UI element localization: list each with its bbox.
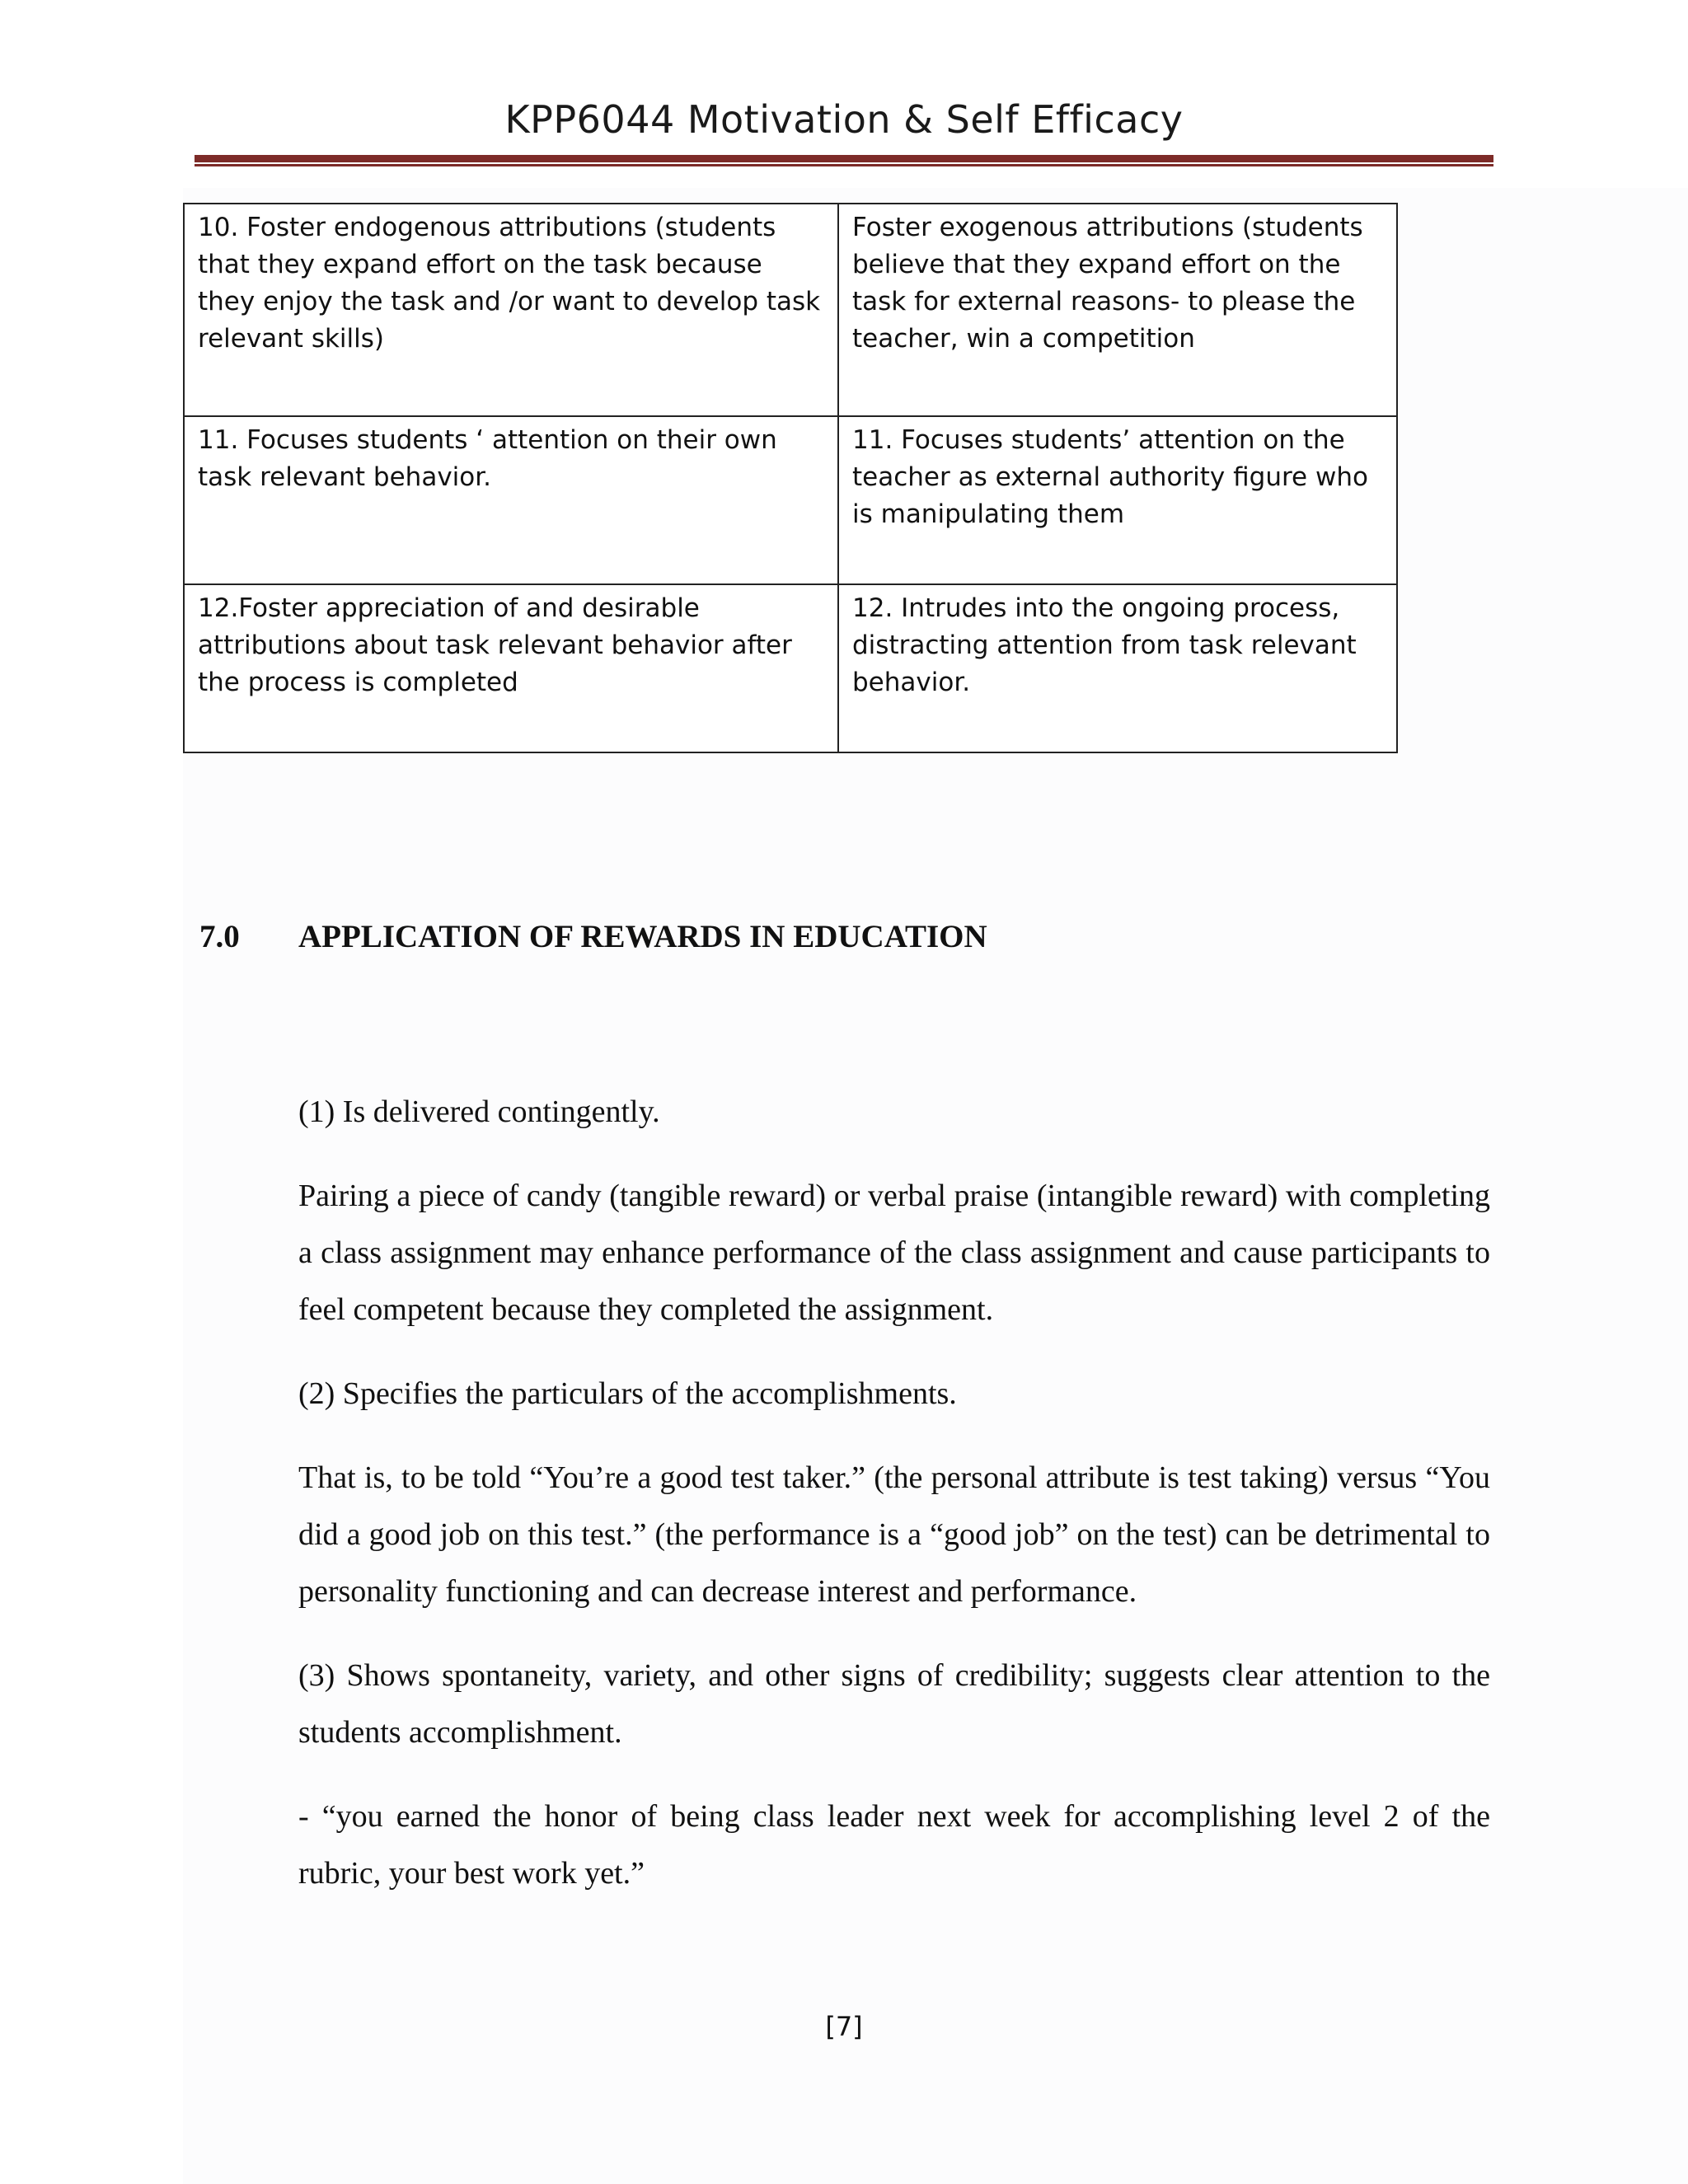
section-heading <box>199 918 987 955</box>
table-cell-right: 11. Focuses students’ attention on the teacher as external authority figure who is manipulating them <box>838 416 1397 584</box>
paragraph-class-leader-example: - “you earned the honor of being class leader next week for accomplishing level 2 of the rubric, your best work yet.” <box>298 1799 1490 1891</box>
table-row <box>184 416 1397 584</box>
paragraph-item-3: (3) Shows spontaneity, variety, and other signs of credibility; suggests clear attention to the students accomplishment. <box>298 1658 1490 1750</box>
paragraph-item-1: (1) Is delivered contingently. <box>298 1094 660 1129</box>
header-rule-thick <box>195 155 1493 162</box>
header-rule-thin <box>195 164 1493 166</box>
paragraph-candy-example: Pairing a piece of candy (tangible reward) or verbal praise (intangible reward) with completing a class assignment may enhance performance of the class assignment and cause participants to feel competent because they completed the assignment. <box>298 1179 1490 1327</box>
header-title: KPP6044 Motivation & Self Efficacy <box>504 97 1184 142</box>
table-row <box>184 204 1397 416</box>
table-cell-right: 12. Intrudes into the ongoing process, distracting attention from task relevant behavior. <box>838 584 1397 752</box>
table-row <box>184 584 1397 752</box>
paragraph-item-2: (2) Specifies the particulars of the accomplishments. <box>298 1376 957 1411</box>
section-number: 7.0 <box>199 919 240 954</box>
table-cell-left: 10. Foster endogenous attributions (students that they expand effort on the task because they enjoy the task and /or want to develop task relevant skills) <box>184 204 838 416</box>
table-cell-left: 12.Foster appreciation of and desirable attributions about task relevant behavior after the process is completed <box>184 584 838 752</box>
paragraph-test-taker-example: That is, to be told “You’re a good test taker.” (the personal attribute is test taking) versus “You did a good job on this test.” (the performance is a “good job” on the test) can be detrimental to personality functioning and can decrease interest and performance. <box>298 1460 1490 1609</box>
section-title: APPLICATION OF REWARDS IN EDUCATION <box>298 919 987 954</box>
page-number: [7] <box>825 2011 863 2042</box>
comparison-table <box>183 203 1398 753</box>
table-cell-left: 11. Focuses students ‘ attention on their own task relevant behavior. <box>184 416 838 584</box>
table-cell-right: Foster exogenous attributions (students believe that they expand effort on the task for external reasons- to please the teacher, win a competition <box>838 204 1397 416</box>
